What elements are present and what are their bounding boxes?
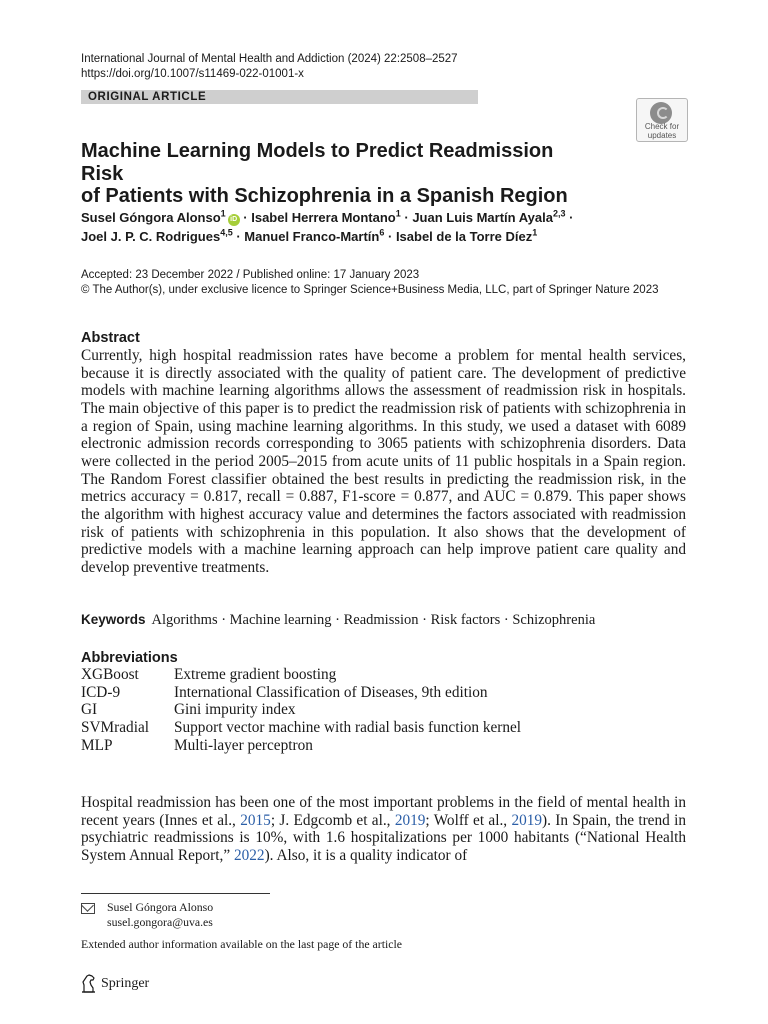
author-affiliation: 6 bbox=[379, 227, 385, 238]
springer-horse-icon bbox=[81, 974, 96, 993]
citation-link[interactable]: 2019 bbox=[511, 811, 543, 829]
copyright-notice: © The Author(s), under exclusive licence to Springer Science+Business Media, LLC, part of Springer Nature 2023 bbox=[81, 284, 659, 296]
publisher-logo bbox=[81, 974, 149, 993]
author-name[interactable]: Susel Góngora Alonso bbox=[81, 210, 221, 225]
keywords bbox=[81, 611, 595, 629]
abbreviation-definition: Extreme gradient boosting bbox=[174, 666, 337, 683]
publication-dates: Accepted: 23 December 2022 / Published online: 17 January 2023 bbox=[81, 269, 420, 281]
citation-link[interactable]: 2019 bbox=[394, 811, 426, 829]
abbreviation-row bbox=[81, 701, 691, 719]
abbreviation-definition: International Classification of Diseases, 9th edition bbox=[174, 683, 488, 701]
intro-text-part: Hospital readmission has been one of the most important problems in the field of mental health in recent years (Innes et al., bbox=[81, 794, 686, 829]
check-updates-line1: Check for bbox=[644, 122, 680, 131]
abbreviation-term: SVMradial bbox=[81, 719, 149, 737]
abbreviation-row bbox=[81, 666, 691, 684]
author-name[interactable]: Juan Luis Martín Ayala bbox=[412, 210, 553, 225]
abbreviation-row bbox=[81, 737, 691, 755]
author-separator: · bbox=[565, 210, 574, 225]
abbreviation-row bbox=[81, 684, 691, 702]
journal-citation: International Journal of Mental Health and Addiction (2024) 22:2508–2527 bbox=[81, 53, 458, 65]
author-name[interactable]: Isabel de la Torre Díez bbox=[395, 229, 533, 244]
intro-text-part: ). Also, it is a quality indicator of bbox=[264, 846, 468, 864]
abbreviations-heading: Abbreviations bbox=[81, 650, 178, 666]
publisher-name: Springer bbox=[101, 975, 150, 991]
article-title bbox=[81, 140, 601, 208]
check-for-updates-icon bbox=[650, 102, 672, 124]
abbreviation-term: XGBoost bbox=[81, 666, 139, 683]
mail-icon bbox=[81, 903, 95, 914]
abbreviations-list bbox=[81, 666, 691, 755]
corresponding-author-email[interactable]: susel.gongora@uva.es bbox=[107, 915, 213, 929]
check-updates-line2: updates bbox=[647, 130, 677, 140]
citation-link[interactable]: 2022 bbox=[233, 846, 265, 864]
author-affiliation: 1 bbox=[395, 208, 401, 219]
extended-author-note: Extended author information available on the last page of the article bbox=[81, 937, 403, 951]
doi-link[interactable]: https://doi.org/10.1007/s11469-022-01001-x bbox=[81, 68, 304, 80]
author-separator: · bbox=[384, 229, 396, 244]
title-line-2: of Patients with Schizophrenia in a Spanish Region bbox=[81, 185, 568, 207]
author-affiliation: 1 bbox=[532, 227, 538, 238]
keywords-label: Keywords bbox=[81, 612, 146, 627]
abbreviation-definition: Gini impurity index bbox=[174, 701, 296, 719]
abbreviation-term: MLP bbox=[81, 736, 113, 754]
author-name[interactable]: Manuel Franco-Martín bbox=[244, 229, 380, 244]
author-affiliation: 2,3 bbox=[552, 208, 566, 219]
check-for-updates-badge[interactable] bbox=[636, 98, 688, 142]
corresponding-author-name: Susel Góngora Alonso bbox=[107, 900, 214, 914]
abbreviation-row bbox=[81, 719, 691, 737]
citation-link[interactable]: 2015 bbox=[240, 811, 271, 829]
abbreviation-definition: Multi-layer perceptron bbox=[174, 736, 313, 754]
author-list bbox=[81, 208, 691, 246]
intro-text-part: ). In Spain, the trend in psychiatric readmissions is 10%, with 1.6 hospitalizations per 1000 habitants (“National Health System Annual Report,” bbox=[81, 811, 686, 864]
author-separator: · bbox=[400, 210, 413, 225]
keywords-text: Algorithms · Machine learning · Readmission · Risk factors · Schizophrenia bbox=[151, 612, 596, 628]
abbreviation-definition: Support vector machine with radial basis function kernel bbox=[174, 719, 522, 737]
abbreviation-term: ICD-9 bbox=[81, 683, 121, 701]
author-separator: · bbox=[232, 229, 245, 244]
intro-text-part: ; Wolff et al., bbox=[425, 811, 512, 829]
author-affiliation: 1 bbox=[220, 208, 226, 219]
abstract-text: Currently, high hospital readmission rates have become a problem for mental health services, because it is directly associated with the quality of patient care. The development of predictive models with machine learning algorithms allows the assessment of readmission risk in hospitals. The main objective of this paper is to predict the readmission risk of patients with schizophrenia in a region of Spain, using machine learning algorithms. In this study, we used a dataset with 6089 electronic admission records corresponding to 3065 patients with schizophrenia disorders. Data were collected in the period 2005–2015 from acute units of 11 public hospitals in a Spain region. The Random Forest classifier obtained the best results in predicting the readmission risk, in the metrics accuracy = 0.817, recall = 0.887, F1-score = 0.877, and AUC = 0.879. This paper shows the algorithm with highest accuracy value and determines the factors associated with readmission risk of patients with schizophrenia in this population. It also shows that the development of predictive models with a machine learning approach can help improve patient care quality and develop preventive treatments. bbox=[81, 347, 686, 576]
abstract-heading: Abstract bbox=[81, 330, 140, 346]
footnote-divider bbox=[81, 893, 270, 894]
title-line-1: Machine Learning Models to Predict Readmission Risk bbox=[81, 140, 554, 185]
author-affiliation: 4,5 bbox=[220, 227, 233, 238]
author-name[interactable]: Isabel Herrera Montano bbox=[251, 210, 396, 225]
author-separator: · bbox=[239, 210, 252, 225]
introduction-paragraph bbox=[81, 794, 686, 865]
orcid-icon[interactable]: iD bbox=[228, 214, 240, 226]
intro-text-part: ; J. Edgcomb et al., bbox=[270, 811, 395, 829]
check-for-updates-label bbox=[637, 123, 687, 140]
abbreviation-term: GI bbox=[81, 701, 98, 719]
article-type-label: ORIGINAL ARTICLE bbox=[88, 91, 207, 103]
author-name[interactable]: Joel J. P. C. Rodrigues bbox=[81, 229, 221, 244]
